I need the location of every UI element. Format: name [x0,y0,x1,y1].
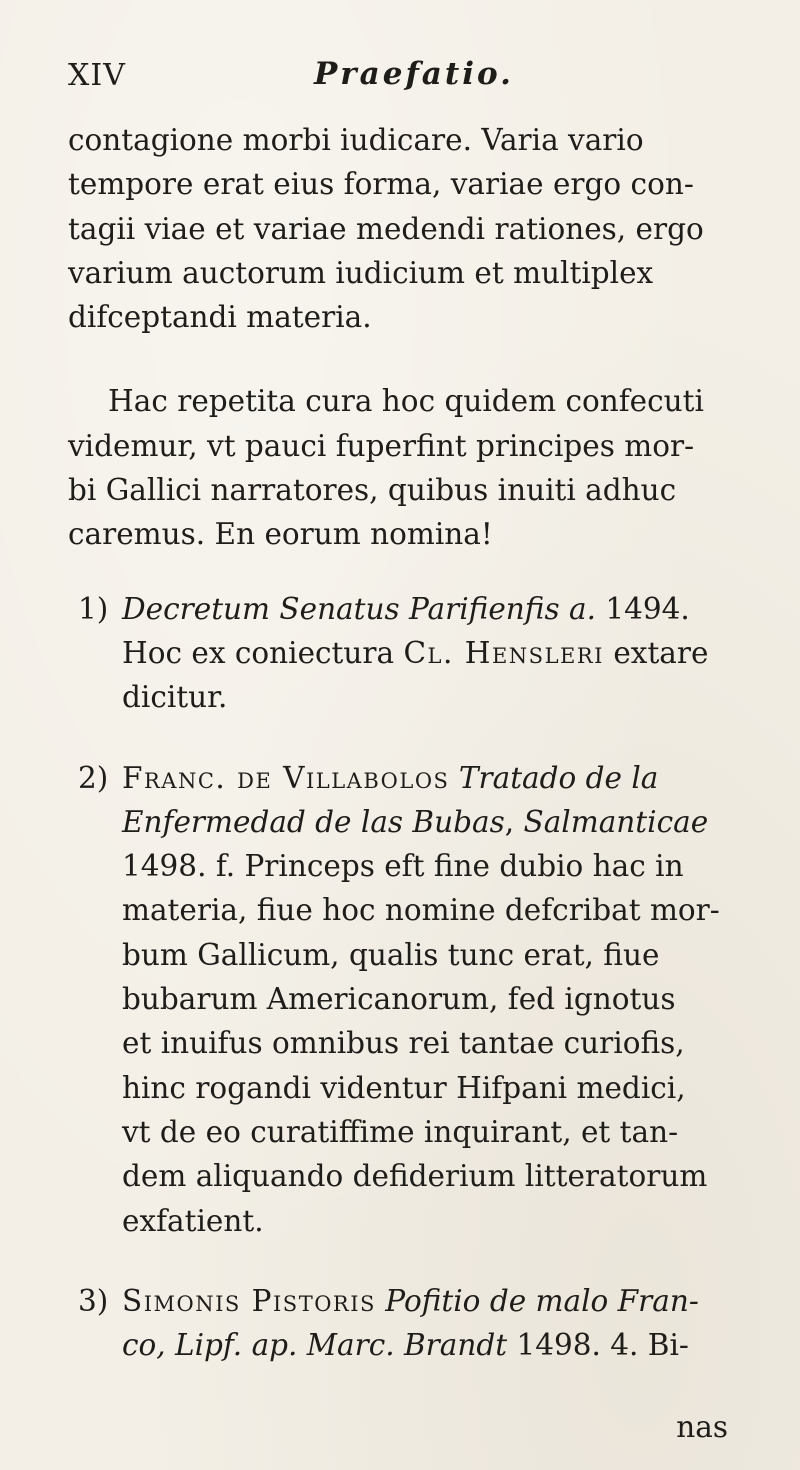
entry-body [122,587,728,720]
entry-title: Pofitio de malo Fran- [385,1283,699,1318]
text-line: dem aliquando defiderium litteratorum [122,1159,708,1194]
entry-title: Tratado de la [458,760,659,795]
entry-body [122,756,728,1243]
text-line: bum Gallicum, qualis tunc erat, fiue [122,937,660,972]
author-name: Franc. de Villabolos [122,760,450,795]
paragraph-1 [68,118,728,339]
entry-title: Decretum Senatus Parifienfis [122,591,560,626]
entry-number: 2) [78,760,109,795]
text-line: caremus. En eorum nomina! [68,517,493,552]
text-line [122,1279,728,1323]
text-line: Hac repetita cura hoc quidem confecuti [108,384,704,419]
bibliography-entry-2 [68,756,728,1243]
text-line: materia, fiue hoc nomine defcribat mor- [122,893,720,928]
paragraph-2 [68,379,728,556]
page-header [68,58,728,98]
entry-body [122,1279,728,1368]
bibliography-entry-1 [68,587,728,720]
page-number: XIV [68,58,126,93]
text-line: 1498. f. Princeps eft fine dubio hac in [122,849,684,884]
catchword: nas [676,1410,728,1444]
text-line: bi Gallici narratores, quibus inuiti adhuc [68,473,677,508]
text-line: varium auctorum iudicium et multiplex [68,255,654,290]
text-line: bubarum Americanorum, fed ignotus [122,982,676,1017]
text-line: tempore erat eius forma, variae ergo con- [68,167,694,202]
author-name: Cl. Hensleri [403,635,604,670]
text-line: Hoc ex coniectura Cl. Hensleri extare [122,635,709,670]
running-title: Praefatio. [314,56,514,92]
text-line: vt de eo curatiffime inquirant, et tan- [122,1114,679,1149]
bibliography-entry-3 [68,1279,728,1368]
text-line: exfatient. [122,1203,264,1238]
text-line: tagii viae et variae medendi rationes, ergo [68,211,704,246]
place-name: Salmanticae [523,804,709,839]
text-line: contagione morbi iudicare. Varia vario [68,123,644,157]
text-line: Enfermedad de las Bubas, Salmanticae [122,804,709,839]
text-line: Decretum Senatus Parifienfis a. 1494. [122,591,690,626]
entry-number: 1) [78,591,109,626]
text-line: hinc rogandi videntur Hifpani medici, [122,1070,686,1105]
body-text [68,118,728,1367]
author-name: Simonis Pistoris [122,1283,376,1318]
text-line: videmur, vt pauci fuperfint principes mor- [68,428,695,463]
text-line: co, Lipf. ap. Marc. Brandt 1498. 4. Bi- [122,1328,689,1363]
text-line [122,756,728,800]
text-line: et inuifus omnibus rei tantae curiofis, [122,1026,685,1061]
text-line: difceptandi materia. [68,300,372,335]
entry-number: 3) [78,1283,109,1318]
text-line: dicitur. [122,680,228,715]
